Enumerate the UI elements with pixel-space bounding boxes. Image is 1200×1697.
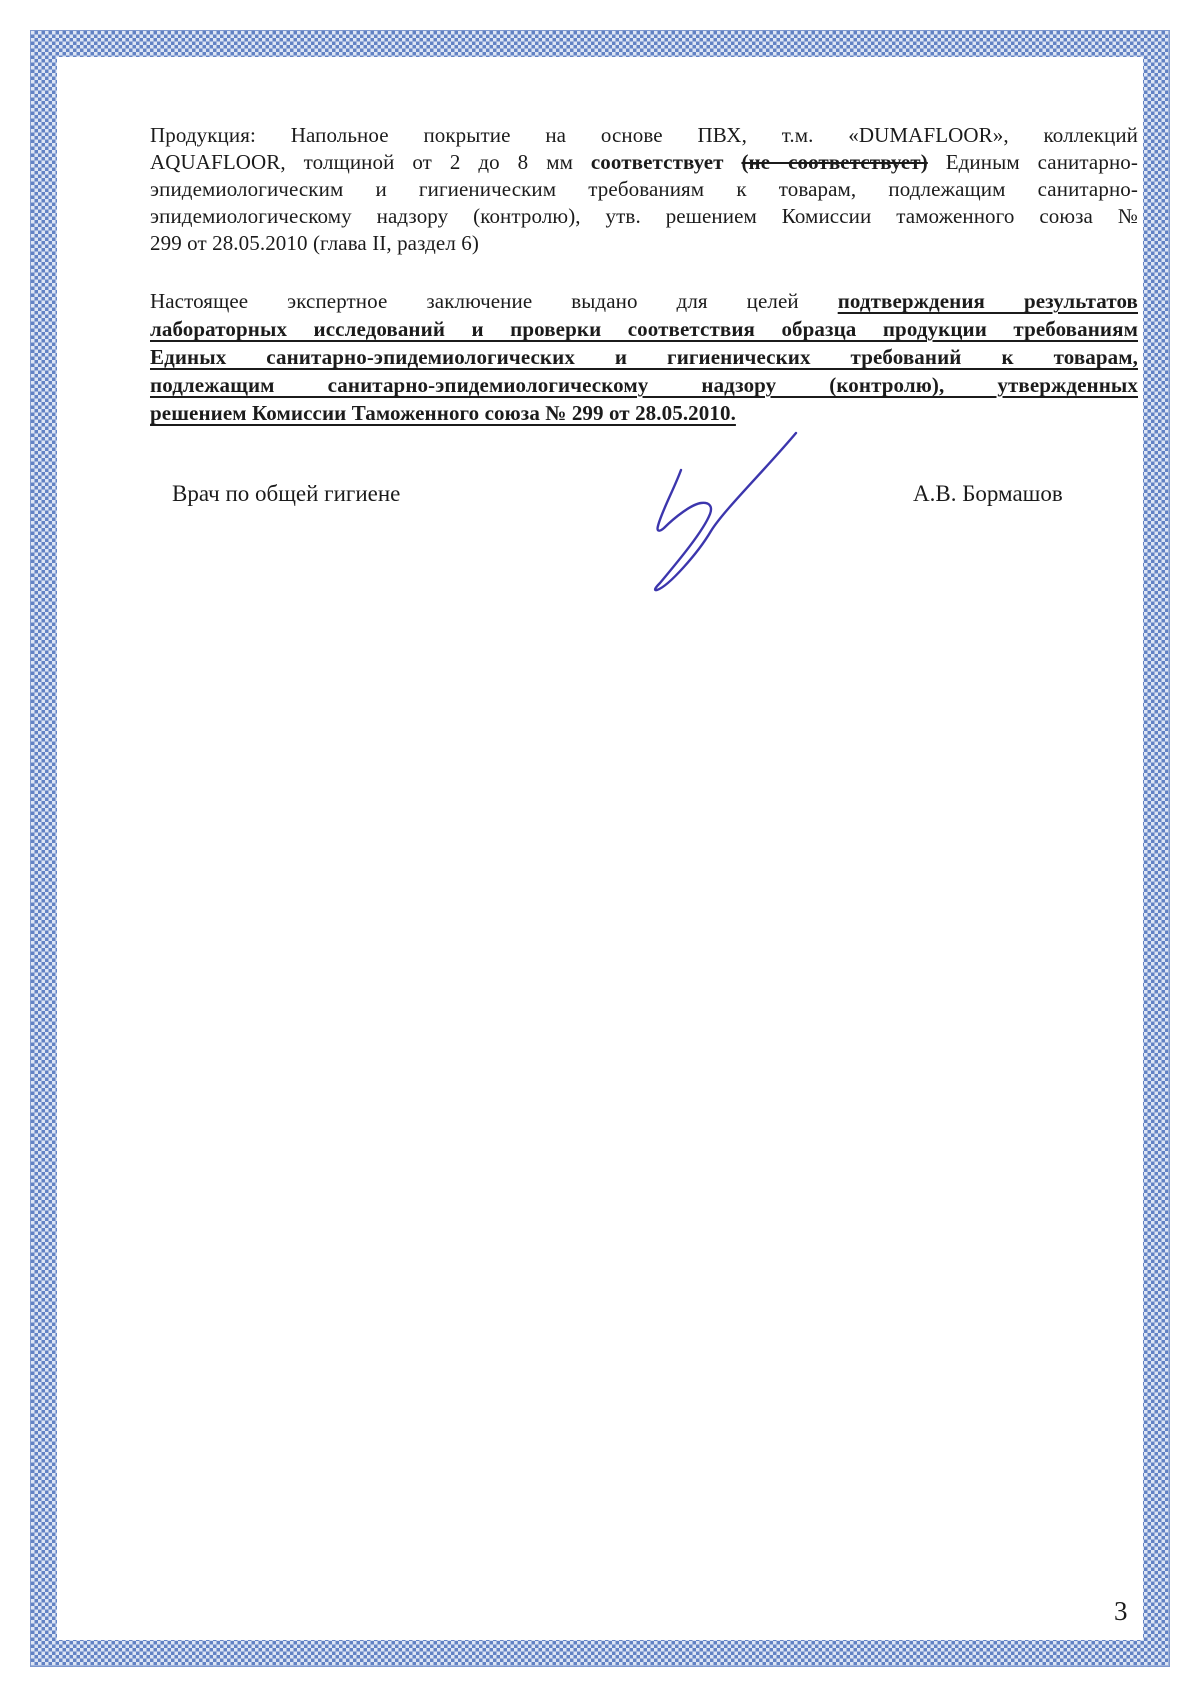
page-number: 3 [1114,1596,1128,1626]
text-segment: лабораторных исследований и проверки соответствия образца продукции требованиям [150,317,1138,341]
decorative-border-frame [30,30,1170,1667]
text-line [150,399,1138,427]
product-conformity-paragraph [150,122,1138,257]
text-line [150,203,1138,230]
text-segment: эпидемиологическим и гигиеническим требованиям к товарам, подлежащим санитарно- [150,177,1138,201]
text-line [150,287,1138,315]
text-line [150,343,1138,371]
text-segment: Настоящее экспертное заключение выдано для целей [150,289,838,313]
text-line [150,176,1138,203]
text-line [150,230,1138,257]
text-segment: AQUAFLOOR, толщиной от 2 до 8 мм [150,150,591,174]
text-segment: 299 от 28.05.2010 (глава II, раздел 6) [150,231,479,255]
text-segment: Продукция: Напольное покрытие на основе ПВХ, т.м. «DUMAFLOOR», коллекций [150,123,1138,147]
text-segment: подлежащим санитарно-эпидемиологическому надзору (контролю), утвержденных [150,373,1138,397]
text-segment: решением Комиссии Таможенного союза № 299 от 28.05.2010. [150,401,736,425]
signature-stroke [655,433,796,590]
conclusion-purpose-paragraph [150,287,1138,427]
text-line [150,315,1138,343]
signer-name-label: А.В. Бормашов [913,481,1063,506]
signer-role-label: Врач по общей гигиене [172,481,401,506]
text-segment: эпидемиологическому надзору (контролю), утв. решением Комиссии таможенного союза № [150,204,1138,228]
text-line [150,371,1138,399]
text-segment: Единым санитарно- [927,150,1138,174]
text-segment: соответствует [590,150,742,174]
text-line [150,122,1138,149]
handwritten-signature-icon [645,427,805,597]
text-segment: Единых санитарно-эпидемиологических и гигиенических требований к товарам, [150,345,1138,369]
text-segment: (не соответствует) [741,150,928,174]
text-line [150,149,1138,176]
text-segment: подтверждения результатов [837,289,1138,313]
